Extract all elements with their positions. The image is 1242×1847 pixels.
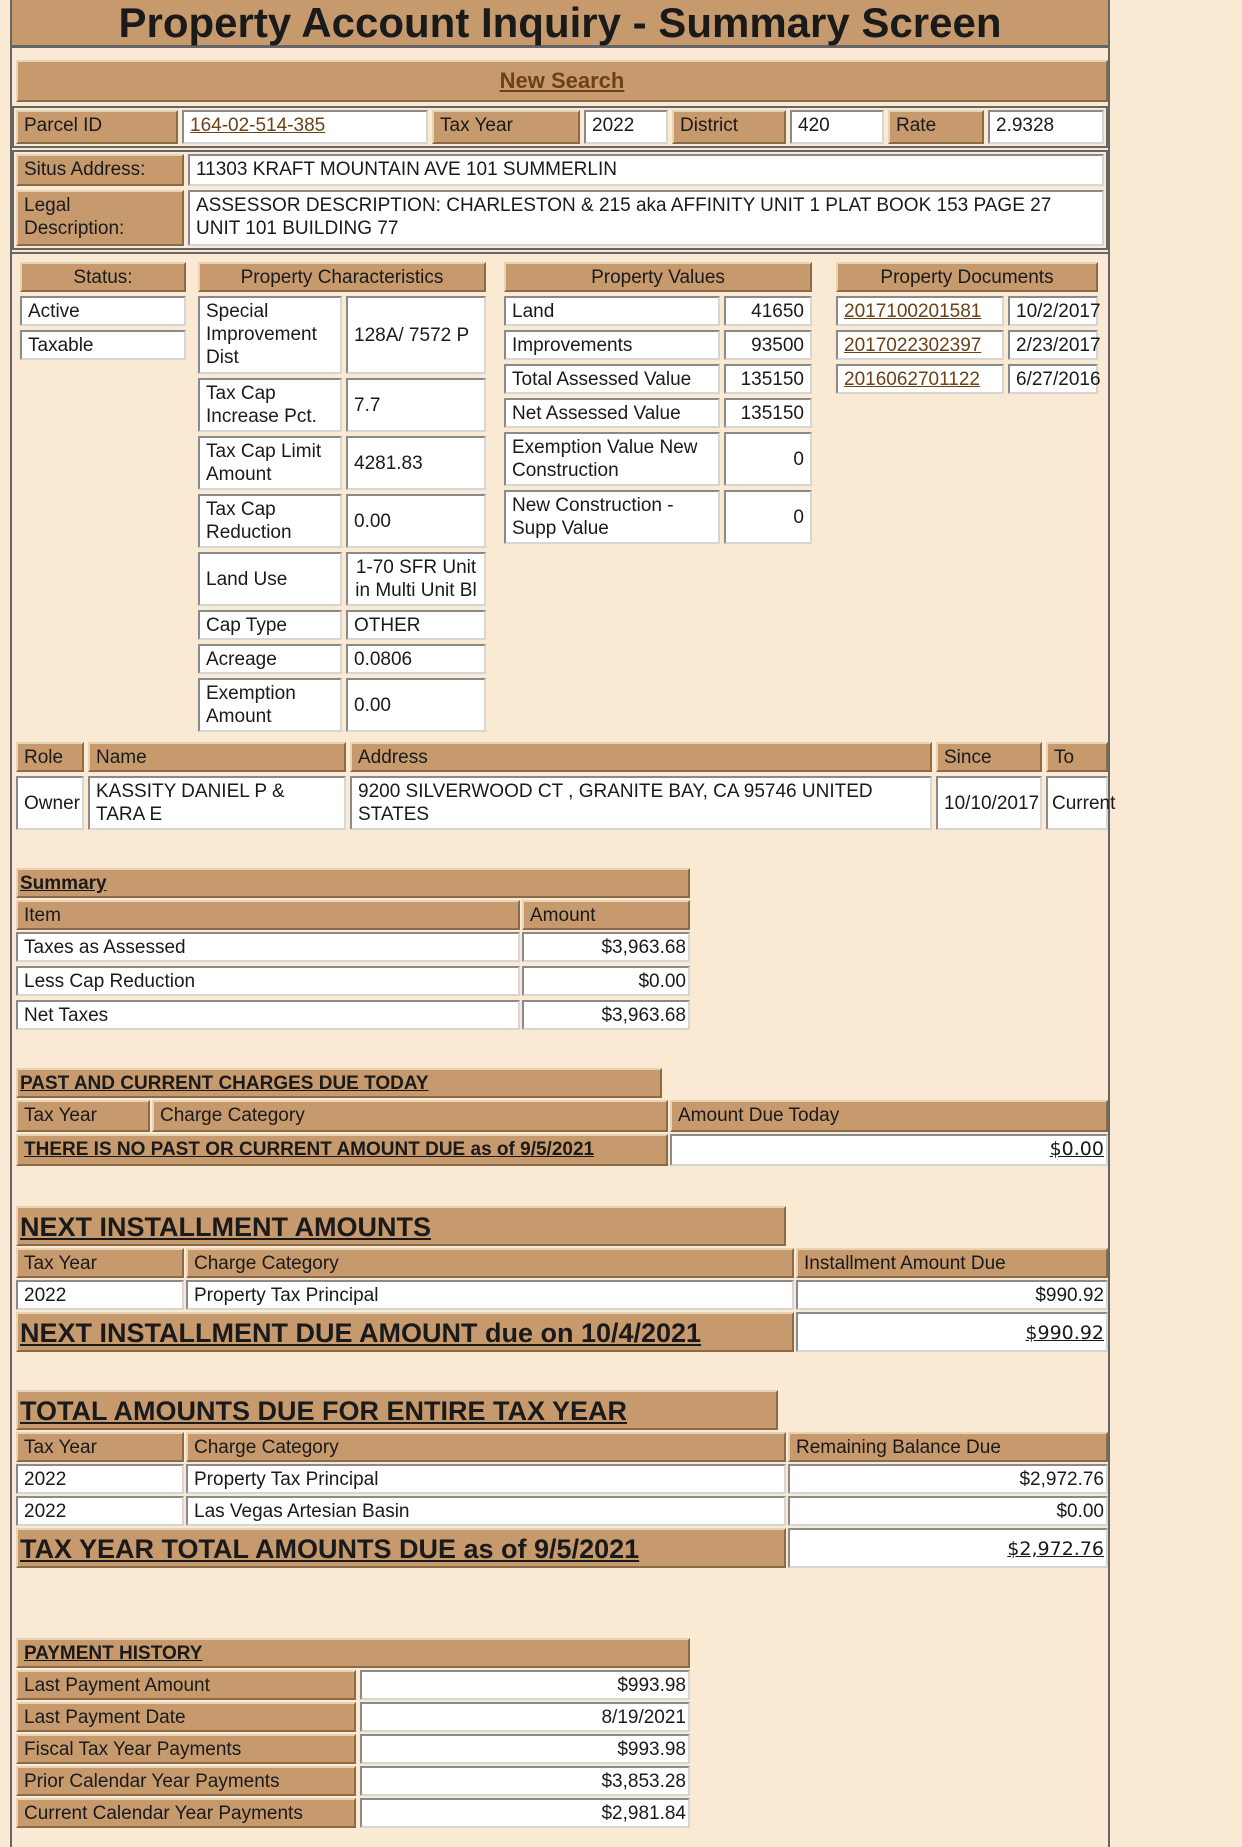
characteristic-label: Special Improvement Dist xyxy=(198,296,342,374)
summary-amount: $0.00 xyxy=(522,966,690,996)
district-value: 420 xyxy=(790,110,884,144)
next-installment-year: 2022 xyxy=(16,1280,184,1310)
value-label: Total Assessed Value xyxy=(504,364,720,394)
total-due-amount: $0.00 xyxy=(788,1496,1108,1526)
status-header: Status: xyxy=(20,262,186,292)
next-installment-due-amount: $990.92 xyxy=(796,1312,1108,1352)
value-label: Land xyxy=(504,296,720,326)
legal-description-value: ASSESSOR DESCRIPTION: CHARLESTON & 215 aka AFFINITY UNIT 1 PLAT BOOK 153 PAGE 27 UNIT 101 BUILDING 77 xyxy=(188,190,1104,246)
document-date: 10/2/2017 xyxy=(1008,296,1098,326)
characteristic-label: Cap Type xyxy=(198,610,342,640)
document-date: 6/27/2016 xyxy=(1008,364,1098,394)
payment-label: Last Payment Amount xyxy=(16,1670,356,1700)
value-amount: 0 xyxy=(724,432,812,486)
characteristic-value: 0.00 xyxy=(346,494,486,548)
document-cell xyxy=(836,296,1004,326)
characteristic-value: OTHER xyxy=(346,610,486,640)
tax-year-label: Tax Year xyxy=(432,110,580,144)
page-frame xyxy=(10,0,1116,1847)
characteristic-label: Tax Cap Increase Pct. xyxy=(198,378,342,432)
summary-item: Less Cap Reduction xyxy=(16,966,520,996)
characteristic-label: Tax Cap Reduction xyxy=(198,494,342,548)
tax-year-value: 2022 xyxy=(584,110,668,144)
total-due-category-header: Charge Category xyxy=(186,1432,786,1462)
characteristic-value: 7.7 xyxy=(346,378,486,432)
payment-history-title: PAYMENT HISTORY xyxy=(16,1638,690,1668)
value-amount: 135150 xyxy=(724,398,812,428)
situs-address-value: 11303 KRAFT MOUNTAIN AVE 101 SUMMERLIN xyxy=(188,154,1104,186)
value-amount: 135150 xyxy=(724,364,812,394)
summary-item: Taxes as Assessed xyxy=(16,932,520,962)
payment-value: 8/19/2021 xyxy=(360,1702,690,1732)
characteristic-value: 0.0806 xyxy=(346,644,486,674)
characteristic-label: Acreage xyxy=(198,644,342,674)
new-search-bar xyxy=(16,60,1108,102)
total-due-category: Las Vegas Artesian Basin xyxy=(186,1496,786,1526)
characteristic-value: 0.00 xyxy=(346,678,486,732)
owners-name-header: Name xyxy=(88,742,346,772)
past-charges-amount: $0.00 xyxy=(670,1134,1108,1166)
situs-address-label: Situs Address: xyxy=(16,154,184,186)
legal-description-label: Legal Description: xyxy=(16,190,184,246)
owner-since: 10/10/2017 xyxy=(936,776,1042,830)
total-due-tax-year-header: Tax Year xyxy=(16,1432,184,1462)
document-link[interactable]: 2017022302397 xyxy=(844,335,982,356)
value-label: New Construction - Supp Value xyxy=(504,490,720,544)
value-amount: 0 xyxy=(724,490,812,544)
total-due-amount-header: Remaining Balance Due xyxy=(788,1432,1108,1462)
total-due-amount: $2,972.76 xyxy=(788,1464,1108,1494)
new-search-link[interactable]: New Search xyxy=(499,68,625,93)
characteristic-label: Tax Cap Limit Amount xyxy=(198,436,342,490)
summary-amount-header: Amount xyxy=(522,900,690,930)
document-cell xyxy=(836,330,1004,360)
owners-to-header: To xyxy=(1046,742,1108,772)
owners-role-header: Role xyxy=(16,742,84,772)
past-charges-amount-header: Amount Due Today xyxy=(670,1100,1108,1132)
page-title: Property Account Inquiry - Summary Screen xyxy=(12,0,1108,48)
payment-value: $3,853.28 xyxy=(360,1766,690,1796)
characteristic-value: 128A/ 7572 P xyxy=(346,296,486,374)
value-amount: 41650 xyxy=(724,296,812,326)
characteristic-label: Land Use xyxy=(198,552,342,606)
characteristic-value: 4281.83 xyxy=(346,436,486,490)
tax-year-total-amount: $2,972.76 xyxy=(788,1528,1108,1568)
characteristics-header: Property Characteristics xyxy=(198,262,486,292)
payment-value: $2,981.84 xyxy=(360,1798,690,1828)
past-charges-tax-year-header: Tax Year xyxy=(16,1100,150,1132)
past-charges-category-header: Charge Category xyxy=(152,1100,668,1132)
owners-address-header: Address xyxy=(350,742,932,772)
next-installment-title: NEXT INSTALLMENT AMOUNTS xyxy=(16,1206,786,1246)
parcel-id-link[interactable]: 164-02-514-385 xyxy=(190,115,326,136)
owner-role: Owner xyxy=(16,776,84,830)
past-charges-title: PAST AND CURRENT CHARGES DUE TODAY xyxy=(16,1068,662,1098)
document-link[interactable]: 2017100201581 xyxy=(844,301,982,322)
value-label: Improvements xyxy=(504,330,720,360)
characteristic-value: 1-70 SFR Unit in Multi Unit Bl xyxy=(346,552,486,606)
next-installment-due-text: NEXT INSTALLMENT DUE AMOUNT due on 10/4/2021 xyxy=(16,1312,794,1352)
characteristic-label: Exemption Amount xyxy=(198,678,342,732)
owners-since-header: Since xyxy=(936,742,1042,772)
tax-year-total-text: TAX YEAR TOTAL AMOUNTS DUE as of 9/5/2021 xyxy=(16,1528,786,1568)
owner-name: KASSITY DANIEL P & TARA E xyxy=(88,776,346,830)
summary-amount: $3,963.68 xyxy=(522,932,690,962)
value-amount: 93500 xyxy=(724,330,812,360)
payment-label: Current Calendar Year Payments xyxy=(16,1798,356,1828)
no-amount-due-text: THERE IS NO PAST OR CURRENT AMOUNT DUE as of 9/5/2021 xyxy=(16,1134,668,1166)
summary-amount: $3,963.68 xyxy=(522,1000,690,1030)
payment-label: Last Payment Date xyxy=(16,1702,356,1732)
owner-to: Current xyxy=(1046,776,1108,830)
total-due-title: TOTAL AMOUNTS DUE FOR ENTIRE TAX YEAR xyxy=(16,1390,778,1430)
values-header: Property Values xyxy=(504,262,812,292)
next-installment-tax-year-header: Tax Year xyxy=(16,1248,184,1278)
divider xyxy=(12,252,1108,254)
payment-label: Prior Calendar Year Payments xyxy=(16,1766,356,1796)
rate-value: 2.9328 xyxy=(988,110,1104,144)
document-date: 2/23/2017 xyxy=(1008,330,1098,360)
payment-value: $993.98 xyxy=(360,1670,690,1700)
parcel-id-value xyxy=(182,110,428,144)
rate-label: Rate xyxy=(888,110,984,144)
total-due-year: 2022 xyxy=(16,1496,184,1526)
total-due-year: 2022 xyxy=(16,1464,184,1494)
next-installment-amount-header: Installment Amount Due xyxy=(796,1248,1108,1278)
document-cell xyxy=(836,364,1004,394)
document-link[interactable]: 2016062701122 xyxy=(844,369,980,390)
district-label: District xyxy=(672,110,786,144)
value-label: Exemption Value New Construction xyxy=(504,432,720,486)
summary-title: Summary xyxy=(16,868,690,898)
documents-header: Property Documents xyxy=(836,262,1098,292)
value-label: Net Assessed Value xyxy=(504,398,720,428)
next-installment-category-header: Charge Category xyxy=(186,1248,794,1278)
next-installment-amount: $990.92 xyxy=(796,1280,1108,1310)
total-due-category: Property Tax Principal xyxy=(186,1464,786,1494)
payment-value: $993.98 xyxy=(360,1734,690,1764)
next-installment-category: Property Tax Principal xyxy=(186,1280,794,1310)
status-item: Taxable xyxy=(20,330,186,360)
summary-item-header: Item xyxy=(16,900,520,930)
status-item: Active xyxy=(20,296,186,326)
parcel-id-label: Parcel ID xyxy=(16,110,178,144)
payment-label: Fiscal Tax Year Payments xyxy=(16,1734,356,1764)
summary-item: Net Taxes xyxy=(16,1000,520,1030)
owner-address: 9200 SILVERWOOD CT , GRANITE BAY, CA 95746 UNITED STATES xyxy=(350,776,932,830)
